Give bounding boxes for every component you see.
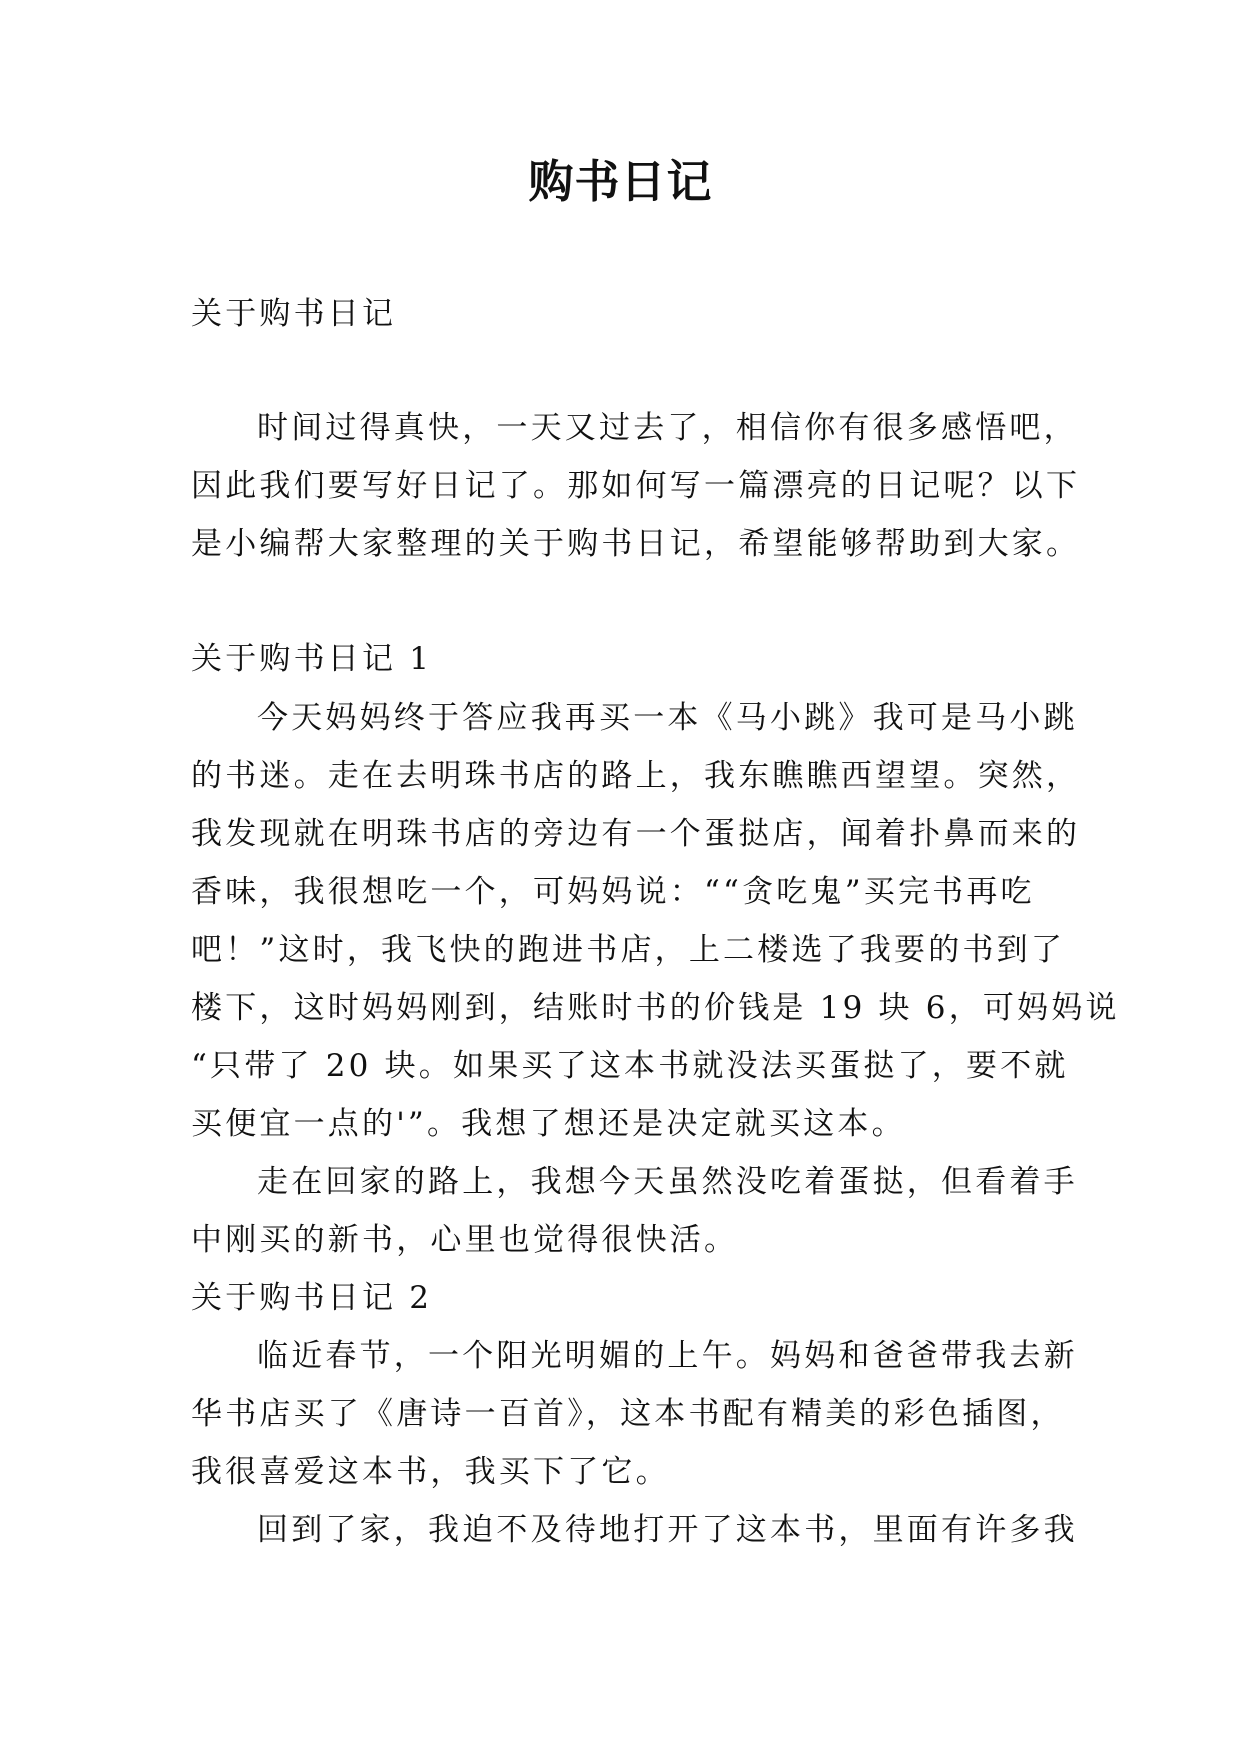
paragraph-line: 我发现就在明珠书店的旁边有一个蛋挞店，闻着扑鼻而来的 — [191, 816, 1081, 852]
paragraph-line: 中刚买的新书，心里也觉得很快活。 — [191, 1222, 739, 1258]
paragraph-line: 因此我们要写好日记了。那如何写一篇漂亮的日记呢？以下 — [191, 468, 1081, 504]
section-heading: 关于购书日记 — [191, 296, 397, 332]
paragraph-line: 买便宜一点的'”。我想了想还是决定就买这本。 — [191, 1106, 906, 1142]
paragraph-line: 是小编帮大家整理的关于购书日记，希望能够帮助到大家。 — [191, 526, 1081, 562]
paragraph-line: 我很喜爱这本书，我买下了它。 — [191, 1454, 670, 1490]
paragraph-line: 吧！”这时，我飞快的跑进书店，上二楼选了我要的书到了 — [191, 932, 1066, 968]
paragraph-line: “只带了 20 块。如果买了这本书就没法买蛋挞了，要不就 — [191, 1048, 1069, 1084]
document-title: 购书日记 — [528, 155, 713, 208]
paragraph-line: 今天妈妈终于答应我再买一本《马小跳》我可是马小跳 — [257, 700, 1078, 736]
section-heading: 关于购书日记 2 — [191, 1280, 433, 1316]
paragraph-line: 的书迷。走在去明珠书店的路上，我东瞧瞧西望望。突然， — [191, 758, 1081, 794]
paragraph-line: 楼下，这时妈妈刚到，结账时书的价钱是 19 块 6，可妈妈说 — [191, 990, 1120, 1026]
section-heading: 关于购书日记 1 — [191, 641, 433, 677]
paragraph-line: 时间过得真快，一天又过去了，相信你有很多感悟吧， — [257, 410, 1078, 446]
paragraph-line: 走在回家的路上，我想今天虽然没吃着蛋挞，但看着手 — [257, 1164, 1078, 1200]
paragraph-line: 临近春节，一个阳光明媚的上午。妈妈和爸爸带我去新 — [257, 1338, 1078, 1374]
paragraph-line: 华书店买了《唐诗一百首》，这本书配有精美的彩色插图， — [191, 1396, 1065, 1432]
paragraph-line: 回到了家，我迫不及待地打开了这本书，里面有许多我 — [257, 1512, 1078, 1548]
paragraph-line: 香味，我很想吃一个，可妈妈说：““贪吃鬼”买完书再吃 — [191, 874, 1035, 910]
